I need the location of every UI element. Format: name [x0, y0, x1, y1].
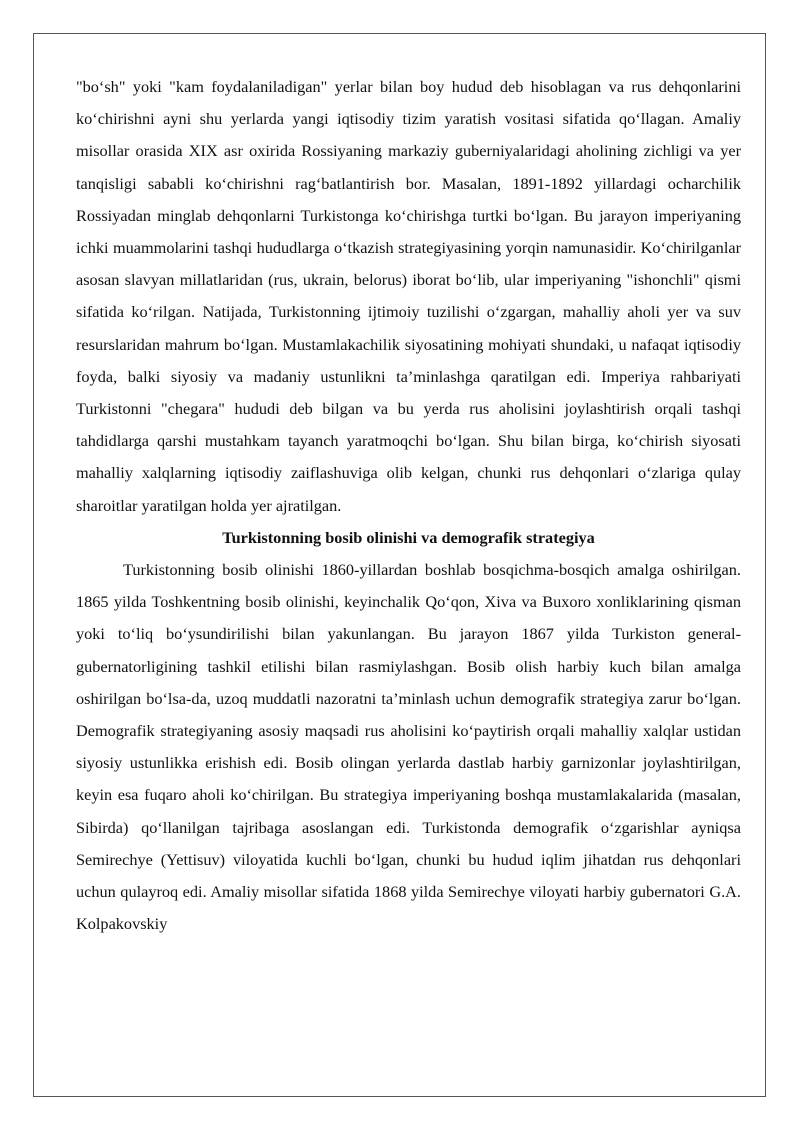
document-body — [76, 71, 741, 940]
paragraph-resettlement: "bo‘sh" yoki "kam foydalaniladigan" yerlar bilan boy hudud deb hisoblagan va rus dehqonlarini ko‘chirishni ayni shu yerlarda yangi iqtisodiy tizim yaratish vositasi sifatida qo‘llagan. Amaliy misollar orasida XIX asr oxirida Rossiyaning markaziy guberniyalaridagi aholining zichligi va yer tanqisligi sababli ko‘chirishni rag‘batlantirish bor. Masalan, 1891-1892 yillardagi ocharchilik Rossiyadan minglab dehqonlarni Turkistonga ko‘chirishga turtki bo‘lgan. Bu jarayon imperiyaning ichki muammolarini tashqi hududlarga o‘tkazish strategiyasining yorqin namunasidir. Ko‘chirilganlar asosan slavyan millatlaridan (rus, ukrain, belorus) iborat bo‘lib, ular imperiyaning "ishonchli" qismi sifatida ko‘rilgan. Natijada, Turkistonning ijtimoiy tuzilishi o‘zgargan, mahalliy aholi yer va suv resurslaridan mahrum bo‘lgan. Mustamlakachilik siyosatining mohiyati shundaki, u nafaqat iqtisodiy foyda, balki siyosiy va madaniy ustunlikni ta’minlashga qaratilgan edi. Imperiya rahbariyati Turkistonni "chegara" hududi deb bilgan va bu yerda rus aholisini joylashtirish orqali tashqi tahdidlarga qarshi mustahkam tayanch yaratmoqchi bo‘lgan. Shu bilan birga, ko‘chirish siyosati mahalliy xalqlarning iqtisodiy zaiflashuviga olib kelgan, chunki rus dehqonlari o‘zlariga qulay sharoitlar yaratilgan holda yer ajratilgan. — [76, 77, 741, 515]
paragraph-conquest: Turkistonning bosib olinishi 1860-yillardan boshlab bosqichma-bosqich amalga oshirilgan. 1865 yilda Toshkentning bosib olinishi, keyinchalik Qo‘qon, Xiva va Buxoro xonliklarining qisman yoki to‘liq bo‘ysundirilishi bilan yakunlangan. Bu jarayon 1867 yilda Turkiston general-gubernatorligining tashkil etilishi bilan rasmiylashgan. Bosib olish harbiy kuch bilan amalga oshirilgan bo‘lsa-da, uzoq muddatli nazoratni ta’minlash uchun demografik strategiya zarur bo‘lgan. Demografik strategiyaning asosiy maqsadi rus aholisini ko‘paytirish orqali mahalliy xalqlar ustidan siyosiy ustunlikka erishish edi. Bosib olingan yerlarda dastlab harbiy garnizonlar joylashtirilgan, keyin esa fuqaro aholi ko‘chirilgan. Bu strategiya imperiyaning boshqa mustamlakalarida (masalan, Sibirda) qo‘llanilgan tajribaga asoslangan edi. Turkistonda demografik o‘zgarishlar ayniqsa Semirechye (Yettisuv) viloyatida kuchli bo‘lgan, chunki bu hudud iqlim jihatdan rus dehqonlari uchun qulayroq edi. Amaliy misollar sifatida 1868 yilda Semirechye viloyati harbiy gubernatori G.A. Kolpakovskiy — [76, 560, 741, 934]
section-heading: Turkistonning bosib olinishi va demografik strategiya — [222, 527, 595, 547]
